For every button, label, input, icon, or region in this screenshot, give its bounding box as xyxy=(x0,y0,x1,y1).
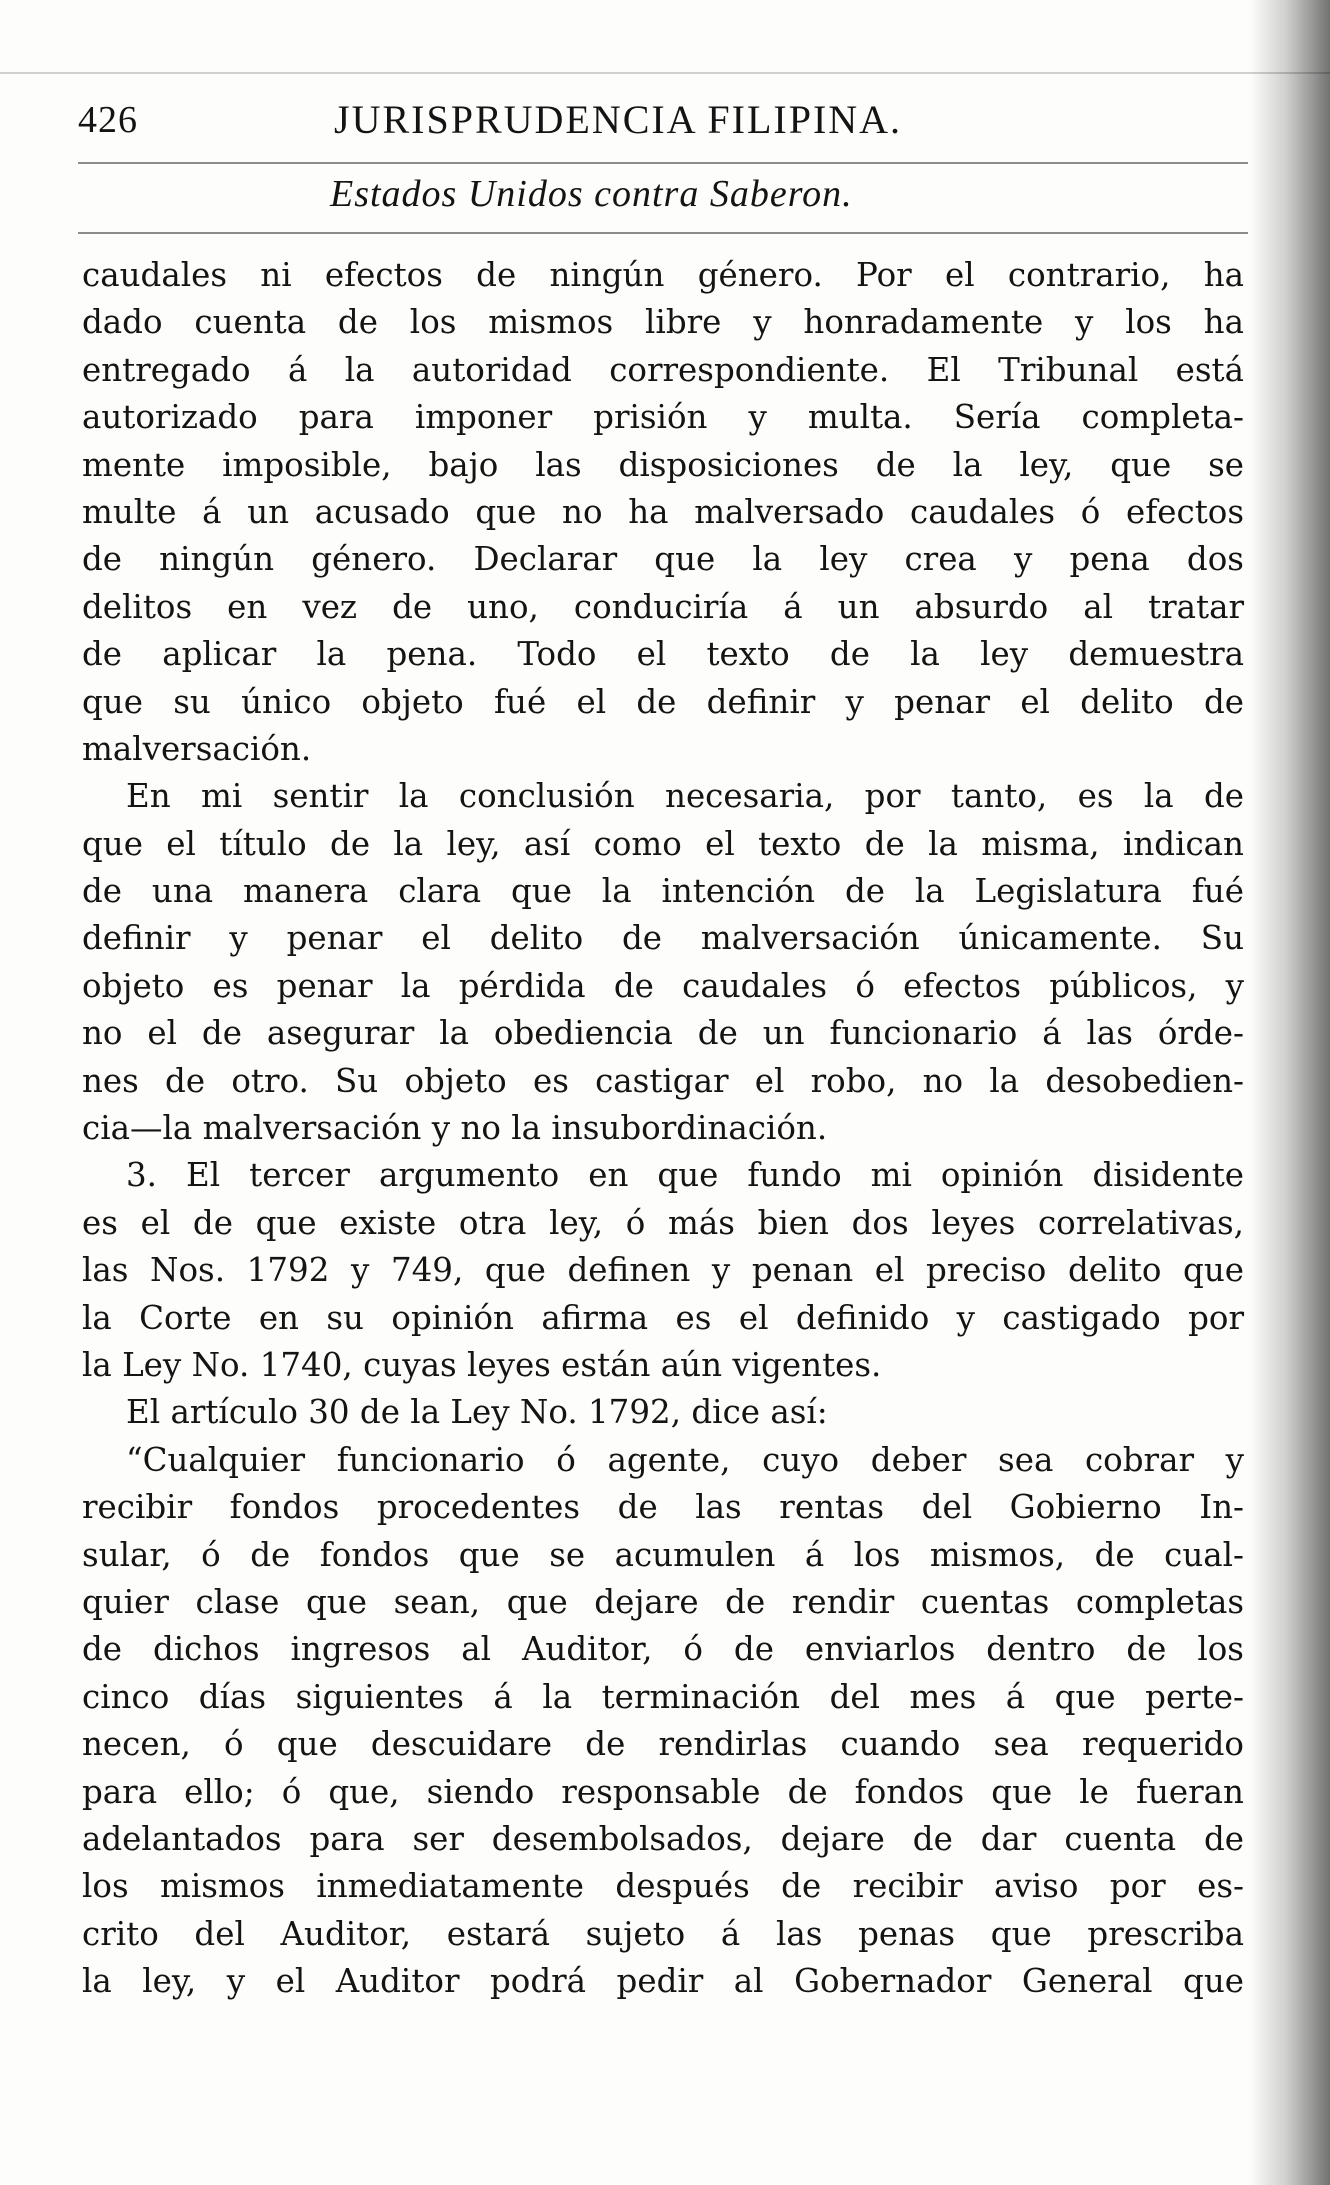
text-line: malversación. xyxy=(82,729,312,768)
text-line: de una manera clara que la intención de la Legislatura fué xyxy=(82,872,1244,911)
text-line: caudales ni efectos de ningún género. Por el contrario, ha xyxy=(82,256,1244,294)
text-line: crito del Auditor, estará sujeto á las penas que prescriba xyxy=(82,1914,1244,1953)
text-line: adelantados para ser desembolsados, dejare de dar cuenta de xyxy=(82,1819,1244,1858)
text-line: los mismos inmediatamente después de recibir aviso por es- xyxy=(82,1867,1244,1906)
text-line: no el de asegurar la obediencia de un funcionario á las órde- xyxy=(82,1014,1244,1053)
text-line: cinco días siguientes á la terminación del mes á que perte- xyxy=(82,1677,1244,1716)
text-line: para ello; ó que, siendo responsable de fondos que le fueran xyxy=(82,1772,1244,1811)
text-line: las Nos. 1792 y 749, que definen y penan el preciso delito que xyxy=(82,1251,1244,1290)
page-header xyxy=(78,92,1248,152)
running-title: JURISPRUDENCIA FILIPINA. xyxy=(334,97,903,142)
text-line: cia—la malversación y no la insubordinación. xyxy=(82,1109,828,1148)
scan-top-edge xyxy=(0,72,1330,74)
paragraph-start-line: En mi sentir la conclusión necesaria, por tanto, es la de xyxy=(126,777,1244,816)
text-line: objeto es penar la pérdida de caudales ó efectos públicos, y xyxy=(82,966,1244,1005)
text-line: la Ley No. 1740, cuyas leyes están aún vigentes. xyxy=(82,1345,882,1384)
text-line: es el de que existe otra ley, ó más bien dos leyes correlativas, xyxy=(82,1203,1244,1242)
paragraph-start-line: El artículo 30 de la Ley No. 1792, dice así: xyxy=(126,1393,828,1432)
text-line: autorizado para imponer prisión y multa. Sería completa- xyxy=(82,398,1244,437)
text-line: de ningún género. Declarar que la ley crea y pena dos xyxy=(82,540,1244,579)
header-rule-top xyxy=(78,162,1248,164)
text-line: quier clase que sean, que dejare de rendir cuentas completas xyxy=(82,1582,1244,1621)
text-line: definir y penar el delito de malversación únicamente. Su xyxy=(82,919,1244,958)
text-line: recibir fondos procedentes de las rentas del Gobierno In- xyxy=(82,1488,1244,1527)
text-line: la Corte en su opinión afirma es el definido y castigado por xyxy=(82,1298,1244,1337)
case-title: Estados Unidos contra Saberon. xyxy=(330,173,853,215)
text-line: necen, ó que descuidare de rendirlas cuando sea requerido xyxy=(82,1725,1244,1764)
text-line: delitos en vez de uno, conduciría á un absurdo al tratar xyxy=(82,587,1244,626)
text-line: que el título de la ley, así como el texto de la misma, indican xyxy=(82,824,1244,863)
paragraph-start-line: “Cualquier funcionario ó agente, cuyo deber sea cobrar y xyxy=(126,1440,1244,1479)
text-line: la ley, y el Auditor podrá pedir al Gobernador General que xyxy=(82,1962,1244,2001)
text-line: entregado á la autoridad correspondiente. El Tribunal está xyxy=(82,350,1244,389)
header-rule-bottom xyxy=(78,232,1248,234)
body-text xyxy=(82,252,1244,2005)
paragraph-start-line: 3. El tercer argumento en que fundo mi opinión disidente xyxy=(126,1156,1244,1195)
page-number: 426 xyxy=(78,99,138,141)
text-line: nes de otro. Su objeto es castigar el robo, no la desobedien- xyxy=(82,1061,1244,1100)
text-line: dado cuenta de los mismos libre y honradamente y los ha xyxy=(82,303,1244,342)
text-line: sular, ó de fondos que se acumulen á los mismos, de cual- xyxy=(82,1535,1244,1574)
text-line: de dichos ingresos al Auditor, ó de enviarlos dentro de los xyxy=(82,1630,1244,1669)
text-line: de aplicar la pena. Todo el texto de la ley demuestra xyxy=(82,635,1244,674)
text-line: multe á un acusado que no ha malversado caudales ó efectos xyxy=(82,492,1244,531)
text-line: que su único objeto fué el de definir y penar el delito de xyxy=(82,682,1244,721)
scan-edge-shadow xyxy=(1250,0,1330,2185)
text-line: mente imposible, bajo las disposiciones de la ley, que se xyxy=(82,445,1244,484)
